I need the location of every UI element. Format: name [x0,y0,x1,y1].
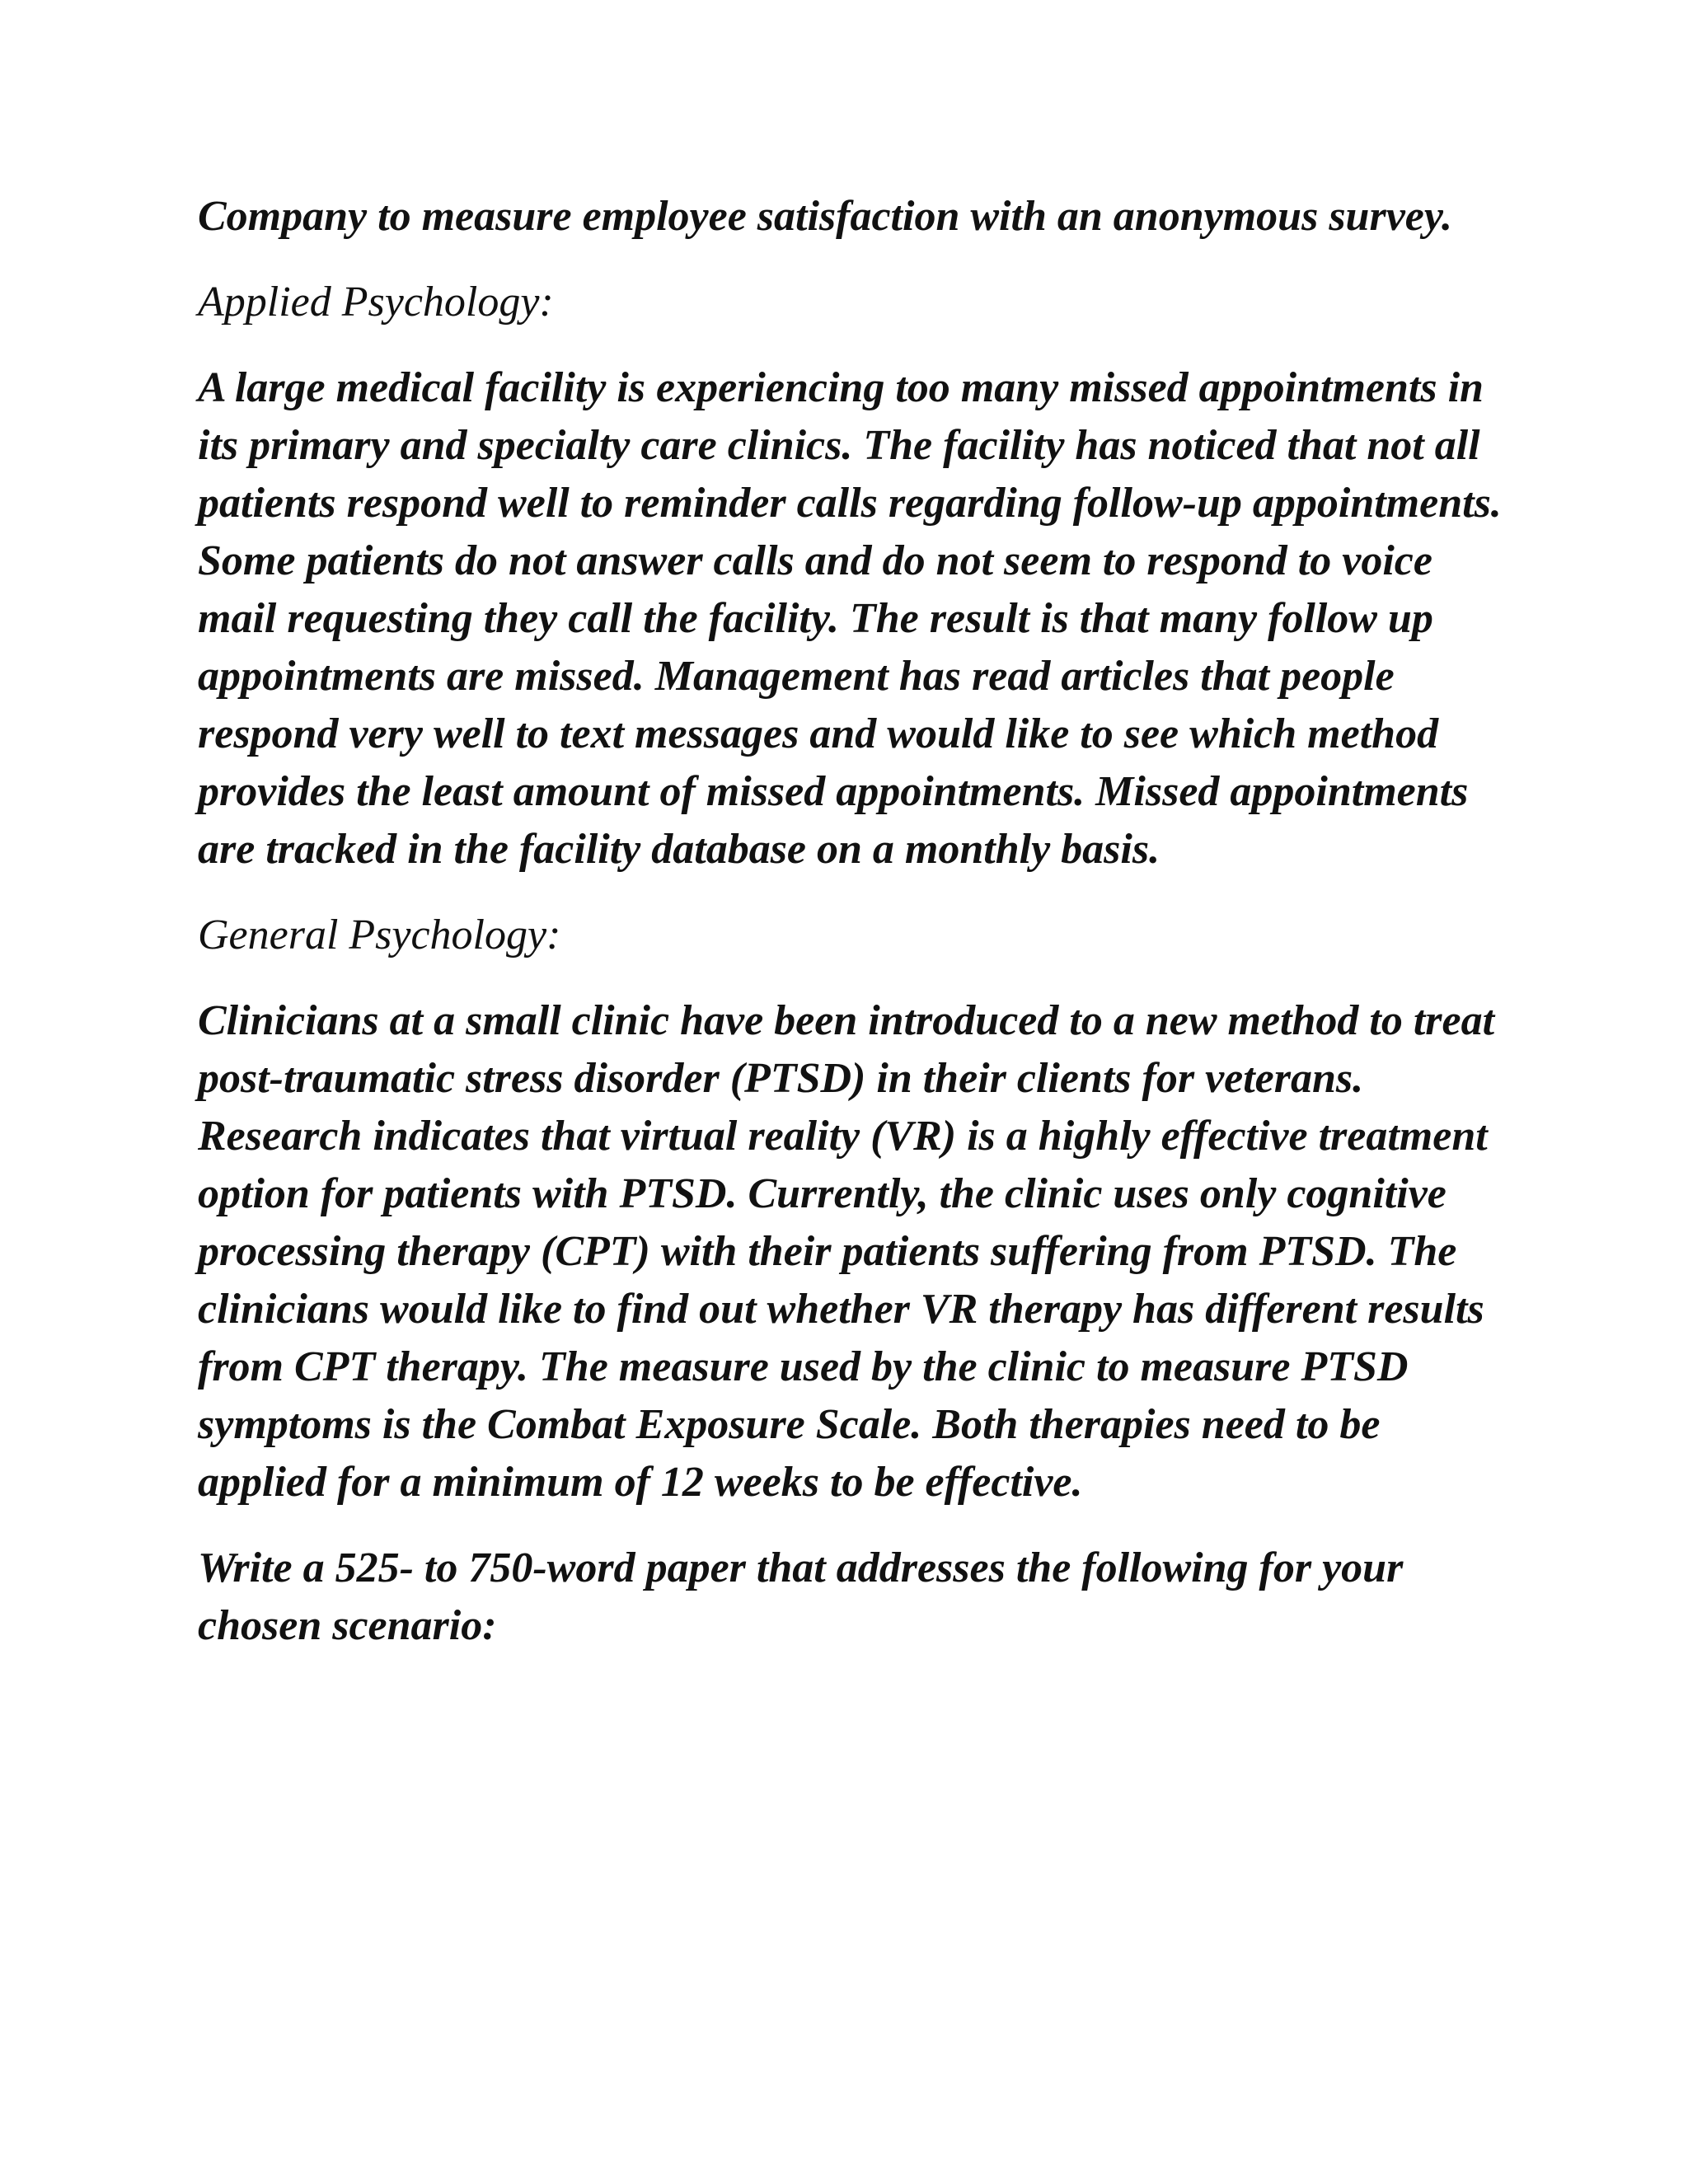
general-psychology-paragraph: Clinicians at a small clinic have been introduced to a new method to treat post-traumatic stress disorder (PTSD) in their clients for veterans. Research indicates that virtual reality (VR) is a highly effective treatment option for patients with PTSD. Currently, the clinic uses only cognitive processing therapy (CPT) with their patients suffering from PTSD. The clinicians would like to find out whether VR therapy has different results from CPT therapy. The measure used by the clinic to measure PTSD symptoms is the Combat Exposure Scale. Both therapies need to be applied for a minimum of 12 weeks to be effective. [198,997,1495,1506]
general-psychology-heading: General Psychology: [198,912,561,958]
instruction-paragraph: Write a 525- to 750-word paper that addresses the following for your chosen scenario: [198,1544,1404,1649]
document-content [198,188,1517,1683]
intro-paragraph: Company to measure employee satisfaction with an anonymous survey. [198,193,1453,240]
applied-psychology-paragraph: A large medical facility is experiencing too many missed appointments in its primary and specialty care clinics. The facility has noticed that not all patients respond well to reminder calls regarding follow-up appointments. Some patients do not answer calls and do not seem to respond to voice mail requesting they call the facility. The result is that many follow up appointments are missed. Management has read articles that people respond very well to text messages and would like to see which method provides the least amount of missed appointments. Missed appointments are tracked in the facility database on a monthly basis. [198,364,1502,873]
applied-psychology-heading: Applied Psychology: [198,279,554,326]
